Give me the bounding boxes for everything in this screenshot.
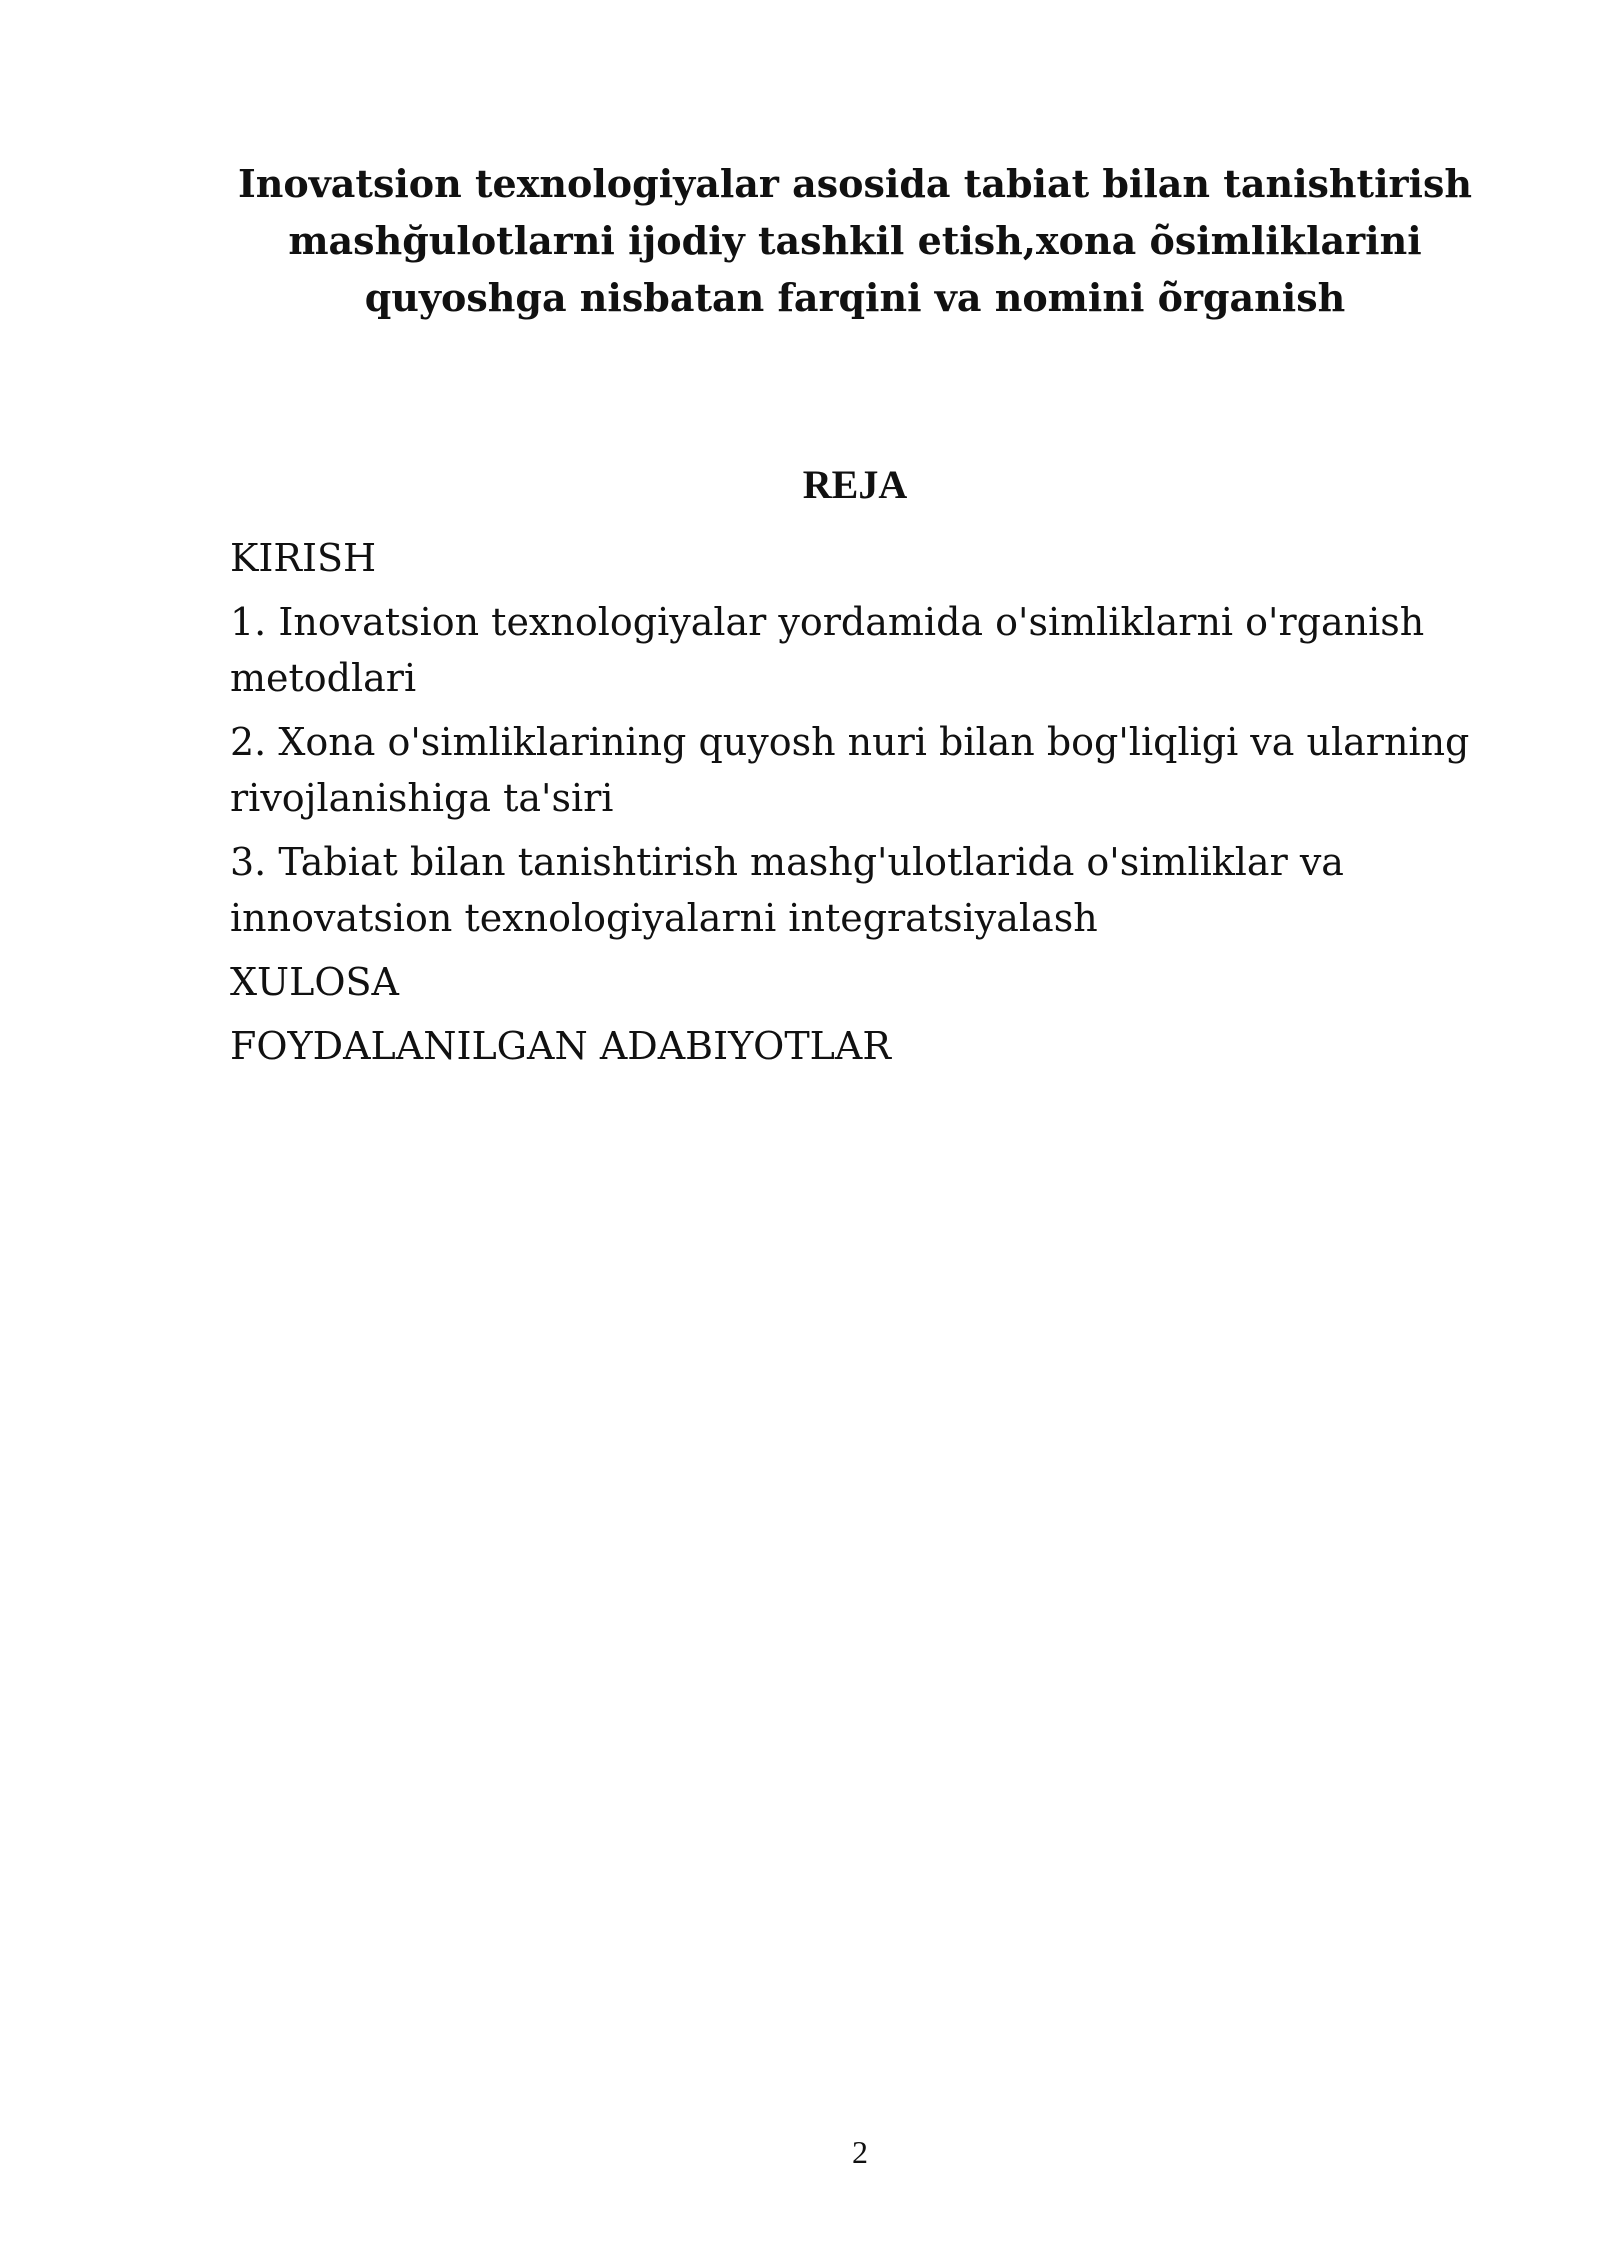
title-line: Inovatsion texnologiyalar asosida tabiat bilan tanishtirish (237, 161, 1473, 206)
title-line: quyoshga nisbatan farqini va nomini õrganish (364, 275, 1346, 320)
toc-item-references: FOYDALANILGAN ADABIYOTLAR (230, 1024, 891, 1068)
table-of-contents (230, 530, 1480, 1082)
plan-heading: REJA (802, 462, 908, 507)
toc-item-3: 3. Tabiat bilan tanishtirish mashg'ulotlarida o'simliklar va innovatsion texnologiyalarni integratsiyalash (230, 840, 1344, 940)
document-title (230, 155, 1480, 326)
toc-item-2: 2. Xona o'simliklarining quyosh nuri bilan bog'liqligi va ularning rivojlanishiga ta'siri (230, 720, 1470, 820)
toc-item-conclusion: XULOSA (230, 960, 399, 1004)
toc-item-1: 1. Inovatsion texnologiyalar yordamida o'simliklarni o'rganish metodlari (230, 600, 1425, 700)
title-line: mashğulotlarni ijodiy tashkil etish,xona õsimliklarini (288, 218, 1422, 263)
toc-item-introduction: KIRISH (230, 536, 377, 580)
page-number: 2 (852, 2134, 868, 2170)
